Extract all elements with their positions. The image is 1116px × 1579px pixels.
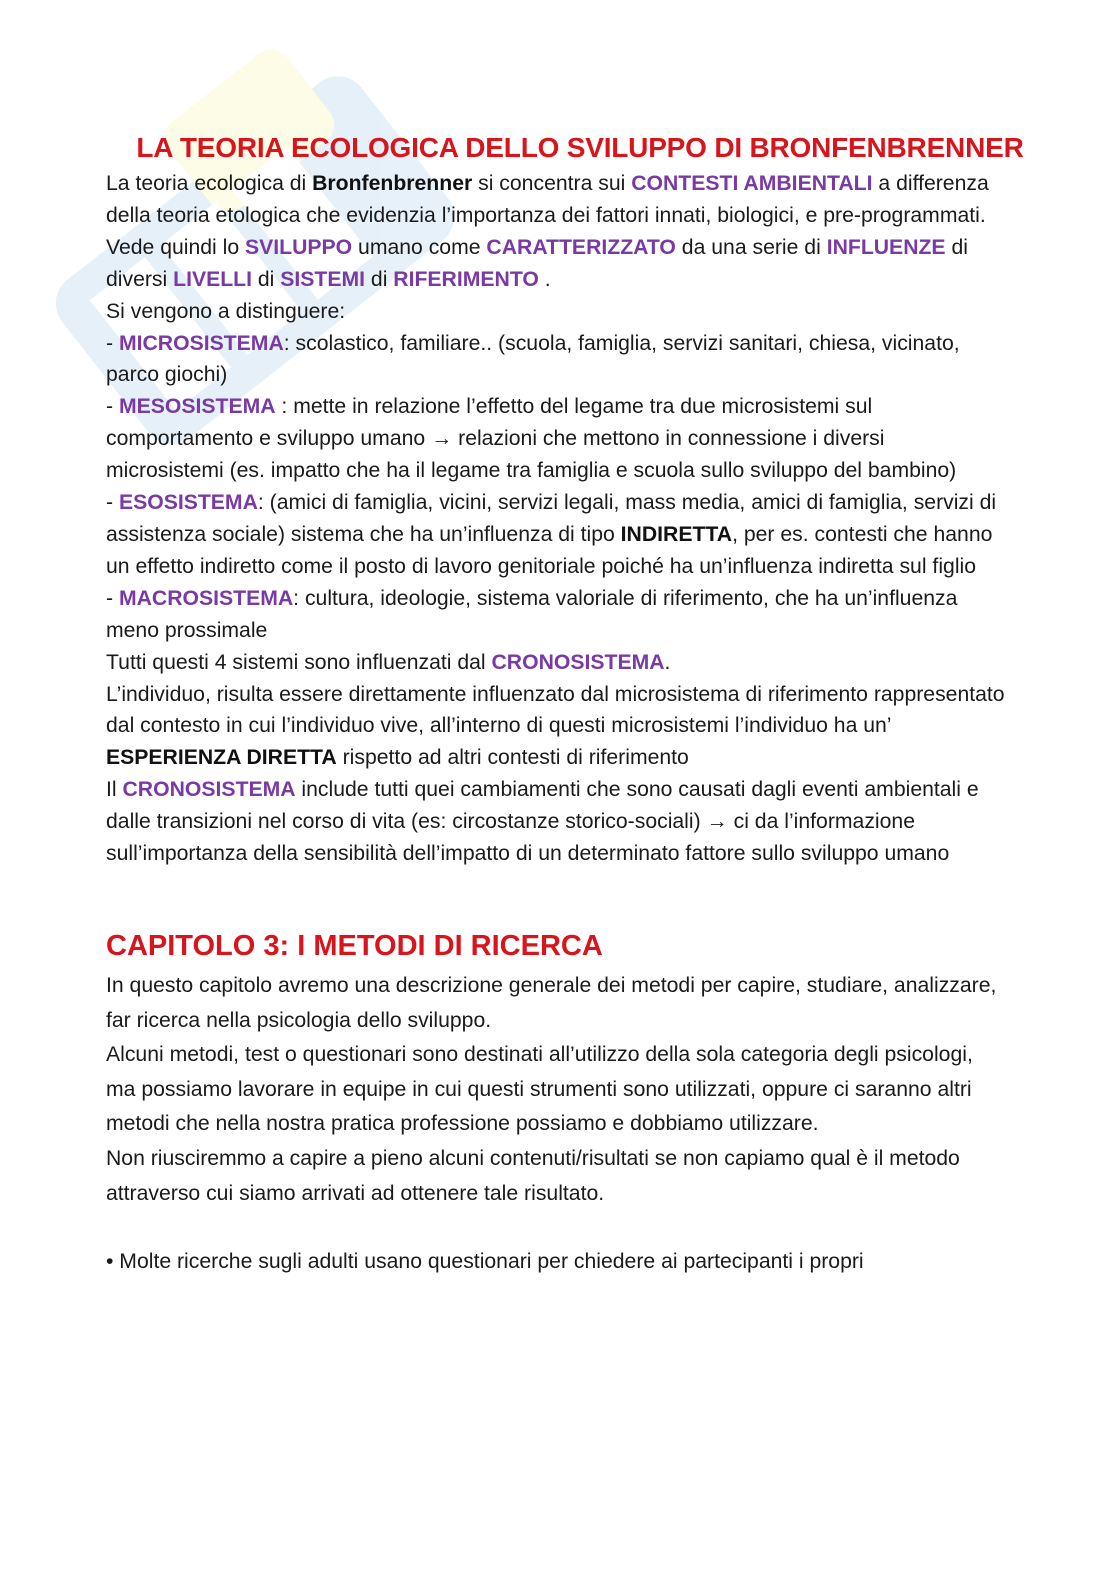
text-run: di [252, 267, 281, 291]
paragraph [106, 296, 1006, 328]
paragraph [106, 487, 1006, 583]
section-bronfenbrenner [106, 168, 1006, 870]
text-run: . [664, 650, 671, 674]
text-run: relazioni che mettono in connessione i diversi microsistemi (es. impatto che ha il legame tra famiglia e scuola sullo sviluppo del bambino) [106, 427, 957, 483]
text-run: : mette in relazione l’effetto del legame tra due microsistemi sul comportamento e sviluppo umano [106, 395, 873, 451]
paragraph [106, 168, 1006, 232]
highlighted-term: CRONOSISTEMA [491, 650, 665, 674]
paragraph [106, 679, 1006, 775]
highlighted-term: SVILUPPO [245, 235, 353, 259]
paragraph: Non riusciremmo a capire a pieno alcuni contenuti/risultati se non capiamo qual è il metodo attraverso cui siamo arrivati ad ottenere tale risultato. [106, 1146, 960, 1205]
highlighted-term: MICROSISTEMA [118, 331, 284, 355]
document-page [106, 132, 1024, 1280]
text-run: Il [106, 778, 123, 802]
highlighted-term: RIFERIMENTO [393, 267, 539, 291]
text-run: di diversi [106, 235, 968, 291]
text-run: - [106, 586, 119, 610]
text-run: Tutti questi 4 sistemi sono influenzati dal [106, 650, 492, 674]
text-run: Si vengono a distinguere: [106, 299, 346, 323]
chapter-title: CAPITOLO 3: I METODI DI RICERCA [106, 929, 603, 962]
highlighted-term: MACROSISTEMA [118, 586, 294, 610]
paragraph: Alcuni metodi, test o questionari sono destinati all’utilizzo della sola categoria degli psicologi, ma possiamo lavorare in equipe in cui questi strumenti sono utilizzati, oppure ci saranno altri metodi che nella nostra pratica professione possiamo e dobbiamo utilizzare. [106, 1043, 973, 1136]
highlighted-term: CONTESTI AMBIENTALI [631, 172, 873, 195]
text-run: di [365, 267, 394, 291]
paragraph: In questo capitolo avremo una descrizione generale dei metodi per capire, studiare, analizzare, far ricerca nella psicologia dello sviluppo. [106, 973, 997, 1032]
arrow-icon: → [431, 427, 453, 451]
text-run: umano come [352, 235, 487, 259]
text-run: : (amici di famiglia, vicini, servizi legali, mass media, amici di famiglia, servizi di assistenza sociale) sistema che ha un’influenza di tipo [106, 491, 997, 546]
paragraph [106, 647, 1006, 679]
text-run: si concentra sui [472, 172, 632, 195]
highlighted-term: SISTEMI [280, 267, 366, 291]
paragraph [106, 583, 1006, 647]
text-run: La teoria ecologica di [106, 172, 313, 195]
page-title: LA TEORIA ECOLOGICA DELLO SVILUPPO DI BRONFENBRENNER [136, 132, 1024, 163]
highlighted-term: ESOSISTEMA [118, 491, 258, 515]
bold-term: Bronfenbrenner [312, 172, 473, 195]
paragraph [106, 232, 1006, 296]
text-run: a differenza della teoria etologica che evidenzia l’importanza dei fattori innati, biologici, e pre-programmati. [106, 172, 989, 227]
paragraph [106, 774, 1006, 870]
text-run: - [106, 395, 119, 419]
text-run: , per es. contesti che hanno un effetto indiretto come il posto di lavoro genitoriale poiché ha un’influenza indiretta sul figlio [106, 522, 993, 578]
text-run: : scolastico, familiare.. (scuola, famiglia, servizi sanitari, chiesa, vicinato, parco giochi) [106, 331, 960, 387]
text-run: . [538, 267, 551, 291]
bold-term: INDIRETTA [620, 522, 733, 546]
text-run: rispetto ad altri contesti di riferimento [336, 746, 689, 770]
highlighted-term: CRONOSISTEMA [122, 778, 296, 802]
text-run: da una serie di [675, 235, 827, 259]
highlighted-term: LIVELLI [173, 267, 252, 291]
text-run: ci da l’informazione sull’importanza della sensibilità dell’impatto di un determinato fattore sullo sviluppo umano [106, 810, 950, 866]
highlighted-term: INFLUENZE [826, 235, 946, 259]
paragraph [106, 391, 1006, 487]
text-run: - [106, 491, 119, 515]
highlighted-term: CARATTERIZZATO [486, 235, 676, 259]
text-run: : cultura, ideologie, sistema valoriale di riferimento, che ha un’influenza meno prossimale [106, 586, 958, 642]
text-run: - [106, 331, 119, 355]
paragraph [106, 328, 1006, 392]
bullet-item: • Molte ricerche sugli adulti usano questionari per chiedere ai partecipanti i propri [106, 1250, 864, 1274]
highlighted-term: MESOSISTEMA [118, 395, 276, 419]
text-run: Vede quindi lo [106, 235, 246, 259]
arrow-icon: → [706, 810, 728, 834]
bold-term: ESPERIENZA DIRETTA [106, 746, 337, 770]
text-run: include tutti quei cambiamenti che sono causati dagli eventi ambientali e dalle transizioni nel corso di vita (es: circostanze storico-sociali) [106, 778, 979, 834]
section-methods [106, 969, 1006, 1280]
text-run: L’individuo, risulta essere direttamente influenzato dal microsistema di riferimento rappresentato dal contesto in cui l’individuo vive, all’interno di questi microsistemi l’individuo ha un’ [106, 682, 1005, 738]
